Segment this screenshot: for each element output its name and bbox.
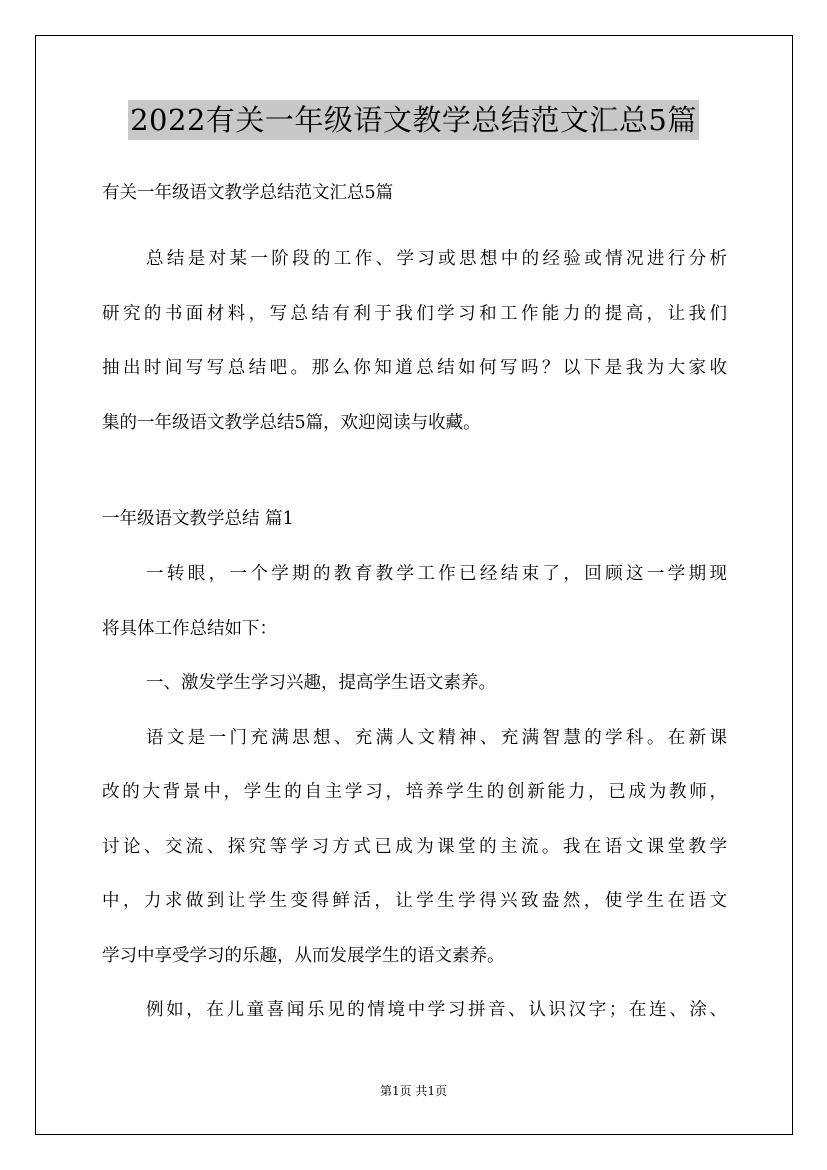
section-heading: 一年级语文教学总结 篇1 bbox=[102, 509, 294, 529]
intro-line: 抽出时间写写总结吧。那么你知道总结如何写吗？以下是我为大家收 bbox=[102, 358, 727, 378]
intro-line: 研究的书面材料，写总结有利于我们学习和工作能力的提高，让我们 bbox=[102, 303, 727, 324]
body-line: 中，力求做到让学生变得鲜活，让学生学得兴致盎然，使学生在语文 bbox=[102, 891, 727, 911]
body-text bbox=[102, 547, 727, 1038]
intro-line: 集的一年级语文教学总结5篇，欢迎阅读与收藏。 bbox=[102, 412, 481, 433]
page-footer: 第1页 共1页 bbox=[379, 1084, 448, 1098]
document-title: 2022有关一年级语文教学总结范文汇总5篇 bbox=[128, 100, 699, 140]
body-line: 讨论、交流、探究等学习方式已成为课堂的主流。我在语文课堂教学 bbox=[102, 836, 727, 857]
body-line: 一转眼，一个学期的教育教学工作已经结束了，回顾这一学期现 bbox=[146, 564, 727, 584]
body-line: 一、激发学生学习兴趣，提高学生语文素养。 bbox=[146, 673, 496, 693]
intro-line: 总结是对某一阶段的工作、学习或思想中的经验或情况进行分析 bbox=[146, 249, 727, 269]
intro-paragraph bbox=[102, 232, 727, 450]
body-line: 改的大背景中，学生的自主学习，培养学生的创新能力，已成为教师， bbox=[102, 782, 727, 802]
title-container bbox=[0, 100, 827, 140]
document-subtitle: 有关一年级语文教学总结范文汇总5篇 bbox=[102, 183, 394, 203]
body-line: 例如，在儿童喜闻乐见的情境中学习拼音、认识汉字；在连、涂、 bbox=[146, 1000, 727, 1020]
body-line: 学习中享受学习的乐趣，从而发展学生的语文素养。 bbox=[102, 945, 505, 966]
body-line: 将具体工作总结如下： bbox=[102, 618, 277, 639]
body-line: 语文是一门充满思想、充满人文精神、充满智慧的学科。在新课 bbox=[146, 727, 727, 748]
